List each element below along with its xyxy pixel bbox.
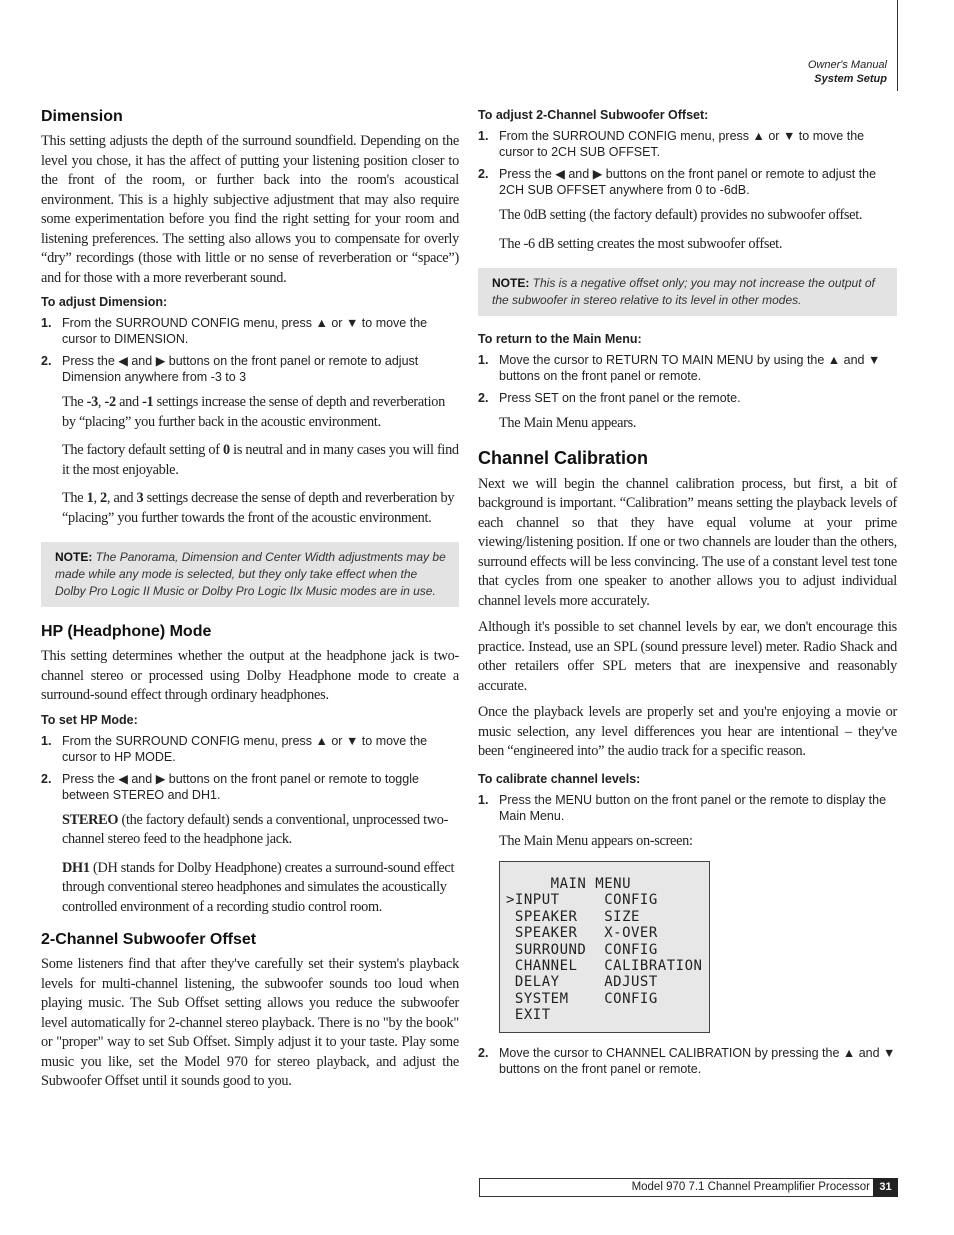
menu-title: MAIN MENU	[506, 876, 632, 892]
manual-title: Owner's Manual	[807, 59, 887, 71]
subheading: To return to the Main Menu:	[478, 332, 642, 346]
section-title: System Setup	[814, 73, 887, 85]
left-column	[41, 108, 459, 1099]
heading-subwoofer-offset: 2-Channel Subwoofer Offset	[41, 931, 257, 948]
step-list	[478, 128, 897, 198]
step-text: From the SURROUND CONFIG menu, press ▲ or ▼ to move the cursor to DIMENSION.	[62, 316, 428, 346]
menu-item-speaker-xover: SPEAKER X-OVER	[506, 925, 658, 942]
step-text: Press the ◀ and ▶ buttons on the front panel or remote to adjust the 2CH SUB OFFSET anywhere from 0 to -6dB.	[499, 167, 877, 197]
paragraph: This setting determines whether the output at the headphone jack is two-channel stereo or processed using Dolby Headphone mode to create a surround-sound effect through ordinary headphones.	[41, 648, 459, 703]
subheading: To adjust 2-Channel Subwoofer Offset:	[478, 108, 709, 122]
step-number: 2.	[478, 167, 489, 181]
note-box	[478, 268, 897, 316]
indented-paragraph: The 0dB setting (the factory default) provides no subwoofer offset.	[499, 207, 863, 223]
step-number: 1.	[478, 129, 489, 143]
step-text: Press the ◀ and ▶ buttons on the front panel or remote to toggle between STEREO and DH1.	[62, 771, 419, 802]
step-list	[41, 733, 459, 803]
step	[41, 353, 459, 385]
indented-paragraph: DH1 (DH stands for Dolby Headphone) creates a surround-sound effect through conventional stereo headphones and simulates the acoustically controlled environment of a recording studio control room.	[62, 859, 455, 915]
step-list	[478, 352, 897, 406]
menu-item-speaker-size: SPEAKER SIZE	[506, 908, 640, 925]
step-list	[478, 792, 897, 824]
heading-dimension: Dimension	[41, 108, 123, 125]
subheading: To adjust Dimension:	[41, 295, 168, 309]
running-header	[808, 58, 887, 86]
step-number: 2.	[41, 771, 52, 786]
menu-item-surround-config: SURROUND CONFIG	[506, 941, 658, 958]
step	[478, 792, 897, 824]
step	[478, 128, 897, 160]
indented-paragraph: The -3, -2 and -1 settings increase the sense of depth and reverberation by “placing” you further back in the acoustic environment.	[62, 394, 445, 430]
step	[41, 733, 459, 765]
paragraph: Once the playback levels are properly set and you're enjoying a movie or music selection, any level differences you hear are intentional – they've been “engineered into” the audio track for a specific reason.	[478, 704, 897, 759]
paragraph: Some listeners find that after they've carefully set their system's playback levels for multi-channel listening, the subwoofer sounds too loud when playing music. The Sub Offset setting allows you reduce the subwoofer level automatically for 2-channel stereo playback. There is no "by the book" or "proper" way to set Sub Offset. Simply adjust it to your taste. Play some music you like, set the Model 970 for stereo playback, and adjust the Subwoofer Offset until it sounds good to you.	[41, 956, 459, 1089]
step-text: Move the cursor to CHANNEL CALIBRATION by pressing the ▲ and ▼ buttons on the front panel or remote.	[499, 1045, 896, 1076]
step	[41, 771, 459, 803]
subheading: To set HP Mode:	[41, 712, 138, 727]
subheading: To calibrate channel levels:	[478, 771, 641, 786]
step	[41, 315, 459, 347]
paragraph: Next we will begin the channel calibration process, but first, a bit of background is important. “Calibration” means setting the playback levels of each channel so that they have equal volume at your prime viewing/listening position. If one or two channels are louder than the others, surround effects will be less convincing. The use of a constant level test tone that cycles from one speaker to another allows you to adjust individual channel levels more accurately.	[478, 475, 897, 609]
step-text: Press the MENU button on the front panel or the remote to display the Main Menu.	[499, 792, 887, 823]
step-list	[478, 1045, 897, 1077]
step	[478, 1045, 897, 1077]
step-text: From the SURROUND CONFIG menu, press ▲ or ▼ to move the cursor to 2CH SUB OFFSET.	[499, 129, 865, 159]
step	[478, 390, 897, 406]
note-text: This is a negative offset only; you may not increase the output of the subwoofer in stereo relative to its level in other modes.	[492, 276, 875, 307]
note-text: The Panorama, Dimension and Center Width adjustments may be made while any mode is selected, but they only take effect when the Dolby Pro Logic II Music or Dolby Pro Logic IIx Music modes are in use.	[55, 550, 446, 598]
indented-paragraph: The -6 dB setting creates the most subwoofer offset.	[499, 235, 783, 252]
indented-paragraph: The Main Menu appears.	[499, 415, 637, 431]
indented-paragraph: The 1, 2, and 3 settings decrease the sense of depth and reverberation by “placing” you further towards the front of the acoustic environment.	[62, 490, 455, 526]
footer-model: Model 970 7.1 Channel Preamplifier Processor	[631, 1181, 870, 1193]
step-number: 2.	[478, 1045, 489, 1060]
menu-item-channel-calibration: CHANNEL CALIBRATION	[506, 958, 703, 975]
step	[478, 166, 897, 198]
note-box	[41, 542, 459, 607]
step-text: From the SURROUND CONFIG menu, press ▲ or ▼ to move the cursor to HP MODE.	[62, 733, 428, 764]
step-list	[41, 315, 459, 385]
header-rule	[897, 0, 898, 91]
indented-paragraph: The Main Menu appears on-screen:	[499, 832, 693, 849]
page-number: 31	[873, 1178, 898, 1197]
step-number: 2.	[478, 391, 489, 405]
right-column	[478, 108, 897, 1085]
step-text: Move the cursor to RETURN TO MAIN MENU by using the ▲ and ▼ buttons on the front panel or remote.	[499, 353, 881, 383]
step-text: Press SET on the front panel or the remote.	[499, 391, 741, 405]
menu-item-delay-adjust: DELAY ADJUST	[506, 974, 658, 991]
heading-channel-calibration: Channel Calibration	[478, 447, 649, 468]
main-menu-screen	[499, 861, 710, 1033]
step-number: 1.	[41, 316, 52, 330]
step-number: 1.	[41, 733, 52, 748]
heading-hp-mode: HP (Headphone) Mode	[41, 623, 212, 640]
menu-item-input-config: >INPUT CONFIG	[506, 892, 658, 909]
paragraph: Although it's possible to set channel levels by ear, we don't encourage this practice. Instead, use an SPL (sound pressure level) meter. Radio Shack and other retailers offer SPL meters that are inexpensive and reasonably accurate.	[478, 619, 897, 694]
indented-paragraph: STEREO (the factory default) sends a conventional, unprocessed two-channel stereo feed to the headphone jack.	[62, 811, 449, 847]
note-label: NOTE:	[55, 550, 93, 564]
step-number: 1.	[478, 353, 489, 367]
paragraph: This setting adjusts the depth of the surround soundfield. Depending on the level you chose, it has the affect of putting your listening position closer to the front of the room, or further back into the room's acoustical environment. This is a highly subjective adjustment that may also require some experimentation before you find the right setting for your room and listening preferences. The setting also allows you to compensate for overly “dry” recordings (those with little or no sense of reverberation or “space”) and for those with a more reverberant sound.	[41, 133, 459, 286]
indented-paragraph: The factory default setting of 0 is neutral and in many cases you will find it the most enjoyable.	[62, 442, 459, 478]
menu-item-system-config: SYSTEM CONFIG	[506, 990, 658, 1007]
note-label: NOTE:	[492, 276, 530, 290]
menu-item-exit: EXIT	[506, 1007, 551, 1024]
step-text: Press the ◀ and ▶ buttons on the front panel or remote to adjust Dimension anywhere from -3 to 3	[62, 354, 419, 384]
step-number: 2.	[41, 354, 52, 368]
step	[478, 352, 897, 384]
step-number: 1.	[478, 792, 489, 807]
